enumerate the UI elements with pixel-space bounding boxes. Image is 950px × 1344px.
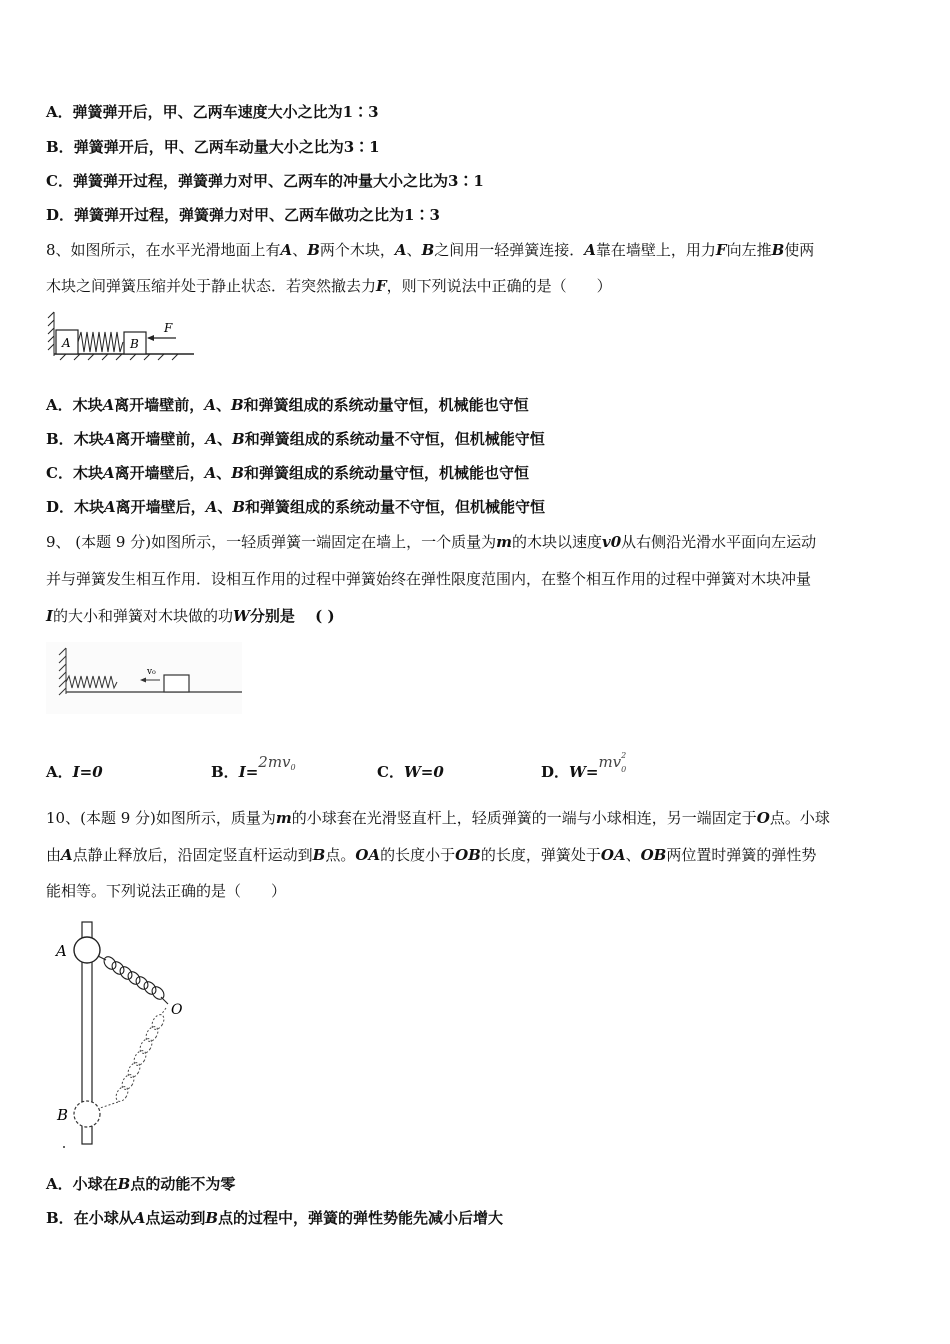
q8-stem-line1: 8、如图所示，在水平光滑地面上有A、B两个木块，A、B之间用一轻弹簧连接．A靠在墙壁上，用力F向左推B使两 (46, 241, 815, 259)
q9-stem-line3: I的大小和弹簧对木块做的功W分别是 ( ) (46, 607, 335, 625)
q10-option-b: B．在小球从A点运动到B点的过程中，弹簧的弹性势能先减小后增大 (46, 1209, 504, 1227)
q9-option-d: D．W=mv 2 0 (541, 762, 629, 782)
block-a-label: A (62, 336, 71, 350)
velocity-label: v₀ (147, 667, 156, 677)
force-label: F (164, 321, 173, 335)
q10-stem-line2: 由A点静止释放后，沿固定竖直杆运动到B点。OA的长度小于OB的长度，弹簧处于OA、OB两位置时弹簧的弹性势 (46, 846, 817, 864)
ball-at-b (74, 1101, 100, 1127)
spring (78, 332, 123, 352)
q10-figure (50, 920, 200, 1152)
q9-figure (46, 642, 242, 714)
q9-option-b: B．$I=2mv_0$ (211, 753, 296, 781)
ball-at-a (74, 937, 100, 963)
q7-option-d: D．弹簧弹开过程，弹簧弹力对甲、乙两车做功之比为1∶3 (46, 206, 440, 224)
q9-stem-line2: 并与弹簧发生相互作用．设相互作用的过程中弹簧始终在弹性限度范围内，在整个相互作用的过程中弹簧对木块冲量 (46, 570, 812, 588)
wall-hatch (48, 312, 54, 356)
q8-option-c: C．木块A离开墙壁后，A、B和弹簧组成的系统动量守恒，机械能也守恒 (46, 464, 529, 482)
label-o: O (171, 1002, 183, 1018)
force-arrowhead (147, 335, 154, 341)
q9-options-row (46, 751, 926, 782)
q9-option-d-formula: mv 2 0 (598, 751, 627, 774)
dot-mark (63, 1146, 65, 1148)
label-a: A (56, 942, 67, 960)
q7-option-a: A．弹簧弹开后，甲、乙两车速度大小之比为1∶3 (46, 103, 379, 121)
q8-option-a: A．木块A离开墙壁前，A、B和弹簧组成的系统动量守恒，机械能也守恒 (46, 396, 529, 414)
q9-option-b-formula: $2mv_0$ (258, 753, 296, 772)
block-b-label: B (130, 337, 139, 351)
q9-option-a: A．I=0 (46, 763, 103, 781)
q10-stem-line3: 能相等。下列说法正确的是（ ） (46, 882, 287, 900)
q9-option-c: C．W=0 (377, 763, 444, 781)
q10-stem-line1: 10、(本题 9 分)如图所示，质量为m的小球套在光滑竖直杆上，轻质弹簧的一端与小球相连，另一端固定于O点。小球 (46, 809, 830, 827)
q8-option-d: D．木块A离开墙壁后，A、B和弹簧组成的系统动量不守恒，但机械能守恒 (46, 498, 546, 516)
q8-stem-line2: 木块之间弹簧压缩并处于静止状态．若突然撤去力F，则下列说法中正确的是（ ） (46, 277, 612, 295)
moving-block (164, 675, 189, 692)
q8-option-b: B．木块A离开墙壁前，A、B和弹簧组成的系统动量不守恒，但机械能守恒 (46, 430, 545, 448)
q10-option-a: A．小球在B点的动能不为零 (46, 1175, 236, 1193)
q7-option-c: C．弹簧弹开过程，弹簧弹力对甲、乙两车的冲量大小之比为3∶1 (46, 172, 484, 190)
ground-hatch (60, 354, 178, 360)
spring-oa (98, 954, 168, 1004)
spring-ob-dashed (100, 1008, 166, 1108)
q7-option-b: B．弹簧弹开后，甲、乙两车动量大小之比为3∶1 (46, 138, 380, 156)
q9-stem-line1: 9、 (本题 9 分)如图所示，一轻质弹簧一端固定在墙上，一个质量为m的木块以速度v0从右侧沿光滑水平面向左运动 (46, 533, 817, 551)
q8-figure (46, 308, 196, 362)
label-b: B (57, 1106, 69, 1124)
